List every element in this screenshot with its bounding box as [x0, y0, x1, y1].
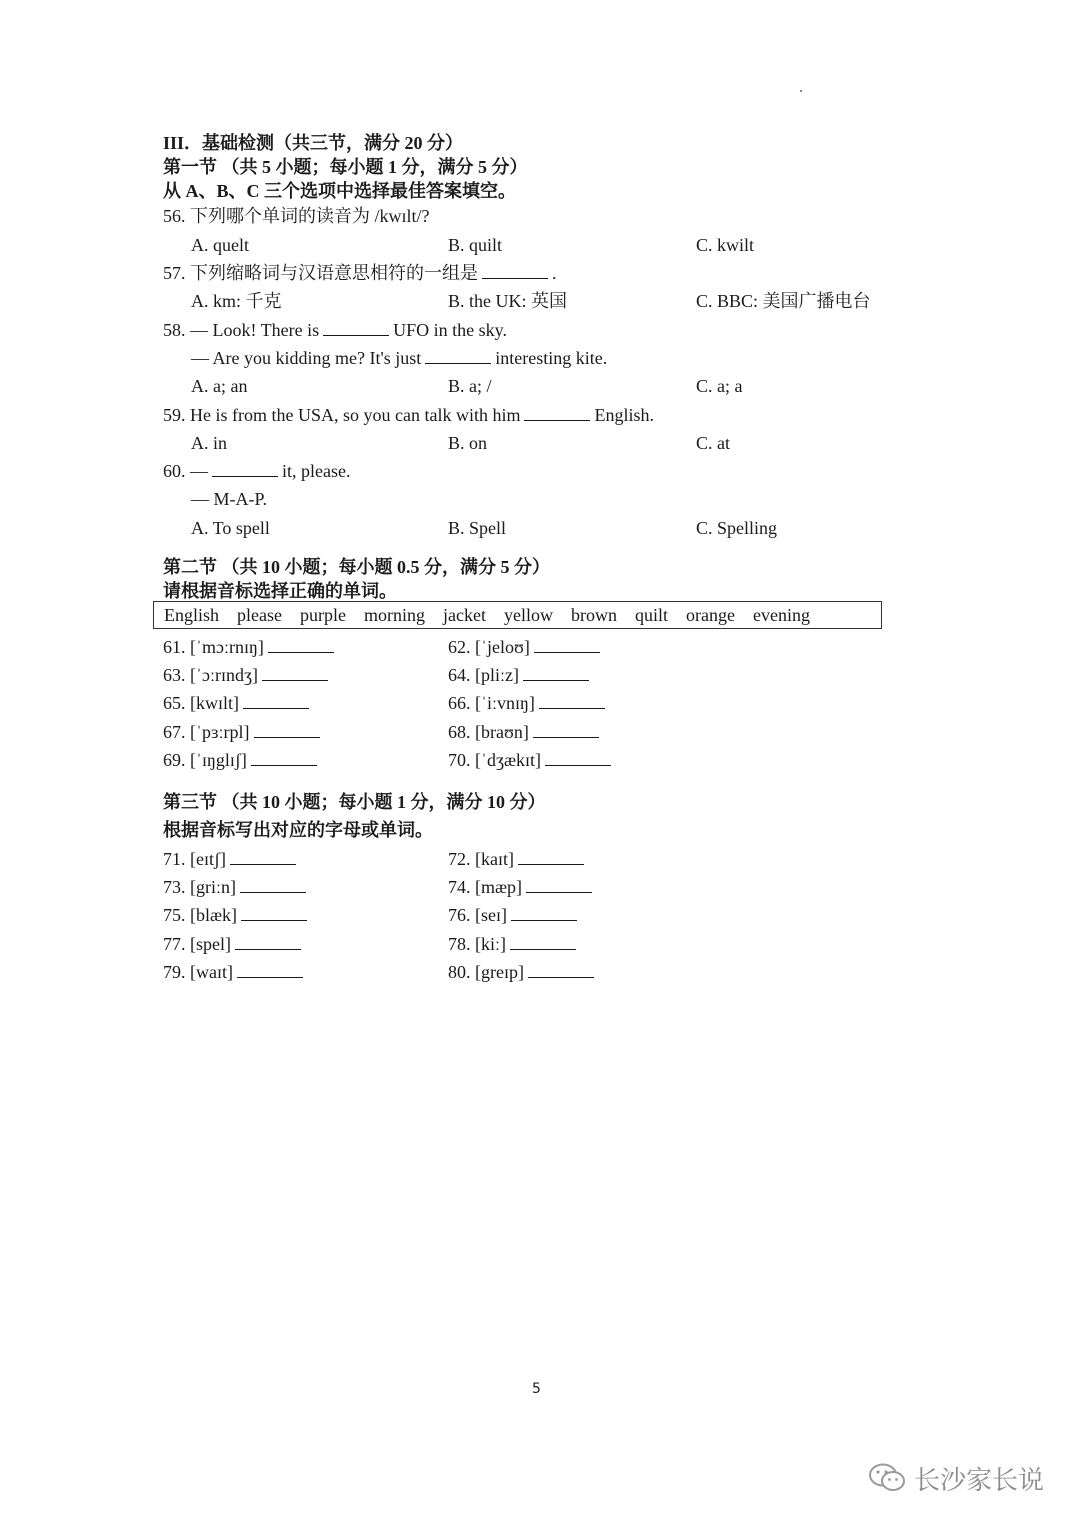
item-63 [163, 663, 332, 687]
answer-blank[interactable] [425, 347, 491, 364]
word-bank-item: purple [300, 604, 346, 625]
item-68 [448, 720, 603, 744]
answer-blank[interactable] [524, 404, 590, 421]
phonetic: 69. [ˈɪŋglɪʃ] [163, 750, 247, 770]
answer-blank[interactable] [237, 961, 303, 978]
answer-blank[interactable] [235, 933, 301, 950]
q60-option-b: B. Spell [448, 518, 507, 538]
phonetic: 65. [kwɪlt] [163, 693, 239, 713]
phonetic: 62. [ˈjeloʊ] [448, 637, 530, 657]
answer-blank[interactable] [526, 876, 592, 893]
q60-line1-text: 60. — [163, 461, 208, 481]
q58-option-a: A. a; an [191, 376, 248, 396]
item-71 [163, 847, 300, 871]
phonetic: 80. [greɪp] [448, 962, 524, 982]
item-76 [448, 903, 581, 927]
phonetic: 72. [kaɪt] [448, 849, 514, 869]
question-58-line1 [163, 318, 507, 342]
answer-blank[interactable] [262, 664, 328, 681]
word-bank-item: brown [570, 604, 617, 625]
answer-blank[interactable] [539, 692, 605, 709]
word-bank-item: yellow [503, 604, 553, 625]
phonetic: 61. [ˈmɔːrnɪŋ] [163, 637, 264, 657]
phonetic: 79. [waɪt] [163, 962, 233, 982]
item-72 [448, 847, 588, 871]
item-78 [448, 932, 580, 956]
answer-blank[interactable] [323, 319, 389, 336]
q58-line2-end: interesting kite. [495, 348, 608, 368]
phonetic: 67. [ˈpɜːrpl] [163, 722, 250, 742]
q58-line1-text: 58. — Look! There is [163, 320, 320, 340]
q58-option-c: C. a; a [696, 376, 743, 396]
item-74 [448, 875, 596, 899]
answer-blank[interactable] [533, 721, 599, 738]
answer-blank[interactable] [545, 749, 611, 766]
q58-line1-end: UFO in the sky. [393, 320, 507, 340]
word-bank-item: quilt [634, 604, 668, 625]
q56-option-a: A. quelt [191, 235, 249, 255]
section2-title: 第二节 （共 10 小题；每小题 0.5 分，满分 5 分） [163, 557, 550, 577]
word-bank-item: English [164, 604, 220, 625]
phonetic: 63. [ˈɔːrɪndʒ] [163, 665, 258, 685]
watermark-text: 长沙家长说 [914, 1465, 1045, 1496]
word-bank-item: evening [752, 604, 810, 625]
q57-stem-end: . [552, 263, 557, 283]
question-59 [163, 403, 654, 427]
section3-title: 第三节 （共 10 小题；每小题 1 分，满分 10 分） [163, 792, 546, 812]
section1-instruction: 从 A、B、C 三个选项中选择最佳答案填空。 [163, 181, 517, 201]
q59-option-a: A. in [191, 433, 227, 453]
answer-blank[interactable] [251, 749, 317, 766]
item-67 [163, 720, 324, 744]
q59-stem: 59. He is from the USA, so you can talk with him [163, 405, 521, 425]
answer-blank[interactable] [254, 721, 320, 738]
q56-option-c: C. kwilt [696, 235, 755, 255]
phonetic: 73. [griːn] [163, 877, 236, 897]
phonetic: 74. [mæp] [448, 877, 522, 897]
word-bank-item: please [237, 604, 282, 625]
phonetic: 66. [ˈiːvnɪŋ] [448, 693, 535, 713]
phonetic: 75. [blæk] [163, 905, 237, 925]
answer-blank[interactable] [510, 933, 576, 950]
item-69 [163, 748, 321, 772]
watermark [868, 1458, 1044, 1498]
phonetic: 76. [seɪ] [448, 905, 507, 925]
item-70 [448, 748, 615, 772]
answer-blank[interactable] [482, 262, 548, 279]
q58-option-b: B. a; / [448, 376, 492, 396]
item-75 [163, 903, 311, 927]
word-bank-item: orange [685, 604, 735, 625]
scan-speck [800, 90, 802, 92]
phonetic: 68. [braʊn] [448, 722, 529, 742]
q57-stem: 57. 下列缩略词与汉语意思相符的一组是 [163, 263, 478, 283]
item-73 [163, 875, 310, 899]
section1-title: 第一节 （共 5 小题；每小题 1 分，满分 5 分） [163, 157, 528, 177]
question-56: 56. 下列哪个单词的读音为 /kwɪlt/? [163, 206, 430, 226]
phonetic: 77. [spel] [163, 934, 231, 954]
part-title: III．基础检测（共三节，满分 20 分） [163, 133, 464, 153]
phonetic: 78. [kiː] [448, 934, 506, 954]
item-64 [448, 663, 593, 687]
q60-line1-end: it, please. [282, 461, 351, 481]
q59-option-b: B. on [448, 433, 488, 453]
answer-blank[interactable] [241, 904, 307, 921]
question-60-line1 [163, 459, 350, 483]
item-65 [163, 691, 313, 715]
answer-blank[interactable] [243, 692, 309, 709]
q59-option-c: C. at [696, 433, 730, 453]
item-61 [163, 635, 338, 659]
item-66 [448, 691, 609, 715]
word-bank-item: jacket [442, 604, 486, 625]
q56-option-b: B. quilt [448, 235, 503, 255]
phonetic: 64. [pliːz] [448, 665, 519, 685]
item-80 [448, 960, 598, 984]
q59-stem-end: English. [594, 405, 654, 425]
answer-blank[interactable] [230, 848, 296, 865]
phonetic: 70. [ˈdʒækɪt] [448, 750, 541, 770]
phonetic: 71. [eɪtʃ] [163, 849, 226, 869]
answer-blank[interactable] [240, 876, 306, 893]
question-57 [163, 261, 557, 285]
q60-option-a: A. To spell [191, 518, 270, 538]
question-58-line2 [191, 346, 607, 370]
answer-blank[interactable] [268, 636, 334, 653]
answer-blank[interactable] [523, 664, 589, 681]
page-number: 5 [532, 1381, 541, 1397]
item-77 [163, 932, 305, 956]
q57-option-c: C. BBC: 美国广播电台 [696, 291, 871, 311]
item-62 [448, 635, 604, 659]
answer-blank[interactable] [534, 636, 600, 653]
item-79 [163, 960, 307, 984]
question-60-line2: — M-A-P. [191, 489, 268, 509]
q57-option-a: A. km: 千克 [191, 291, 282, 311]
wechat-icon [868, 1462, 906, 1494]
q58-line2-text: — Are you kidding me? It's just [191, 348, 422, 368]
answer-blank[interactable] [528, 961, 594, 978]
q57-option-b: B. the UK: 英国 [448, 291, 567, 311]
section2-instruction: 请根据音标选择正确的单词。 [163, 581, 397, 601]
word-bank [153, 601, 882, 629]
q60-option-c: C. Spelling [696, 518, 778, 538]
word-bank-item: morning [363, 604, 425, 625]
section3-instruction: 根据音标写出对应的字母或单词。 [163, 820, 433, 840]
answer-blank[interactable] [511, 904, 577, 921]
answer-blank[interactable] [212, 460, 278, 477]
answer-blank[interactable] [518, 848, 584, 865]
